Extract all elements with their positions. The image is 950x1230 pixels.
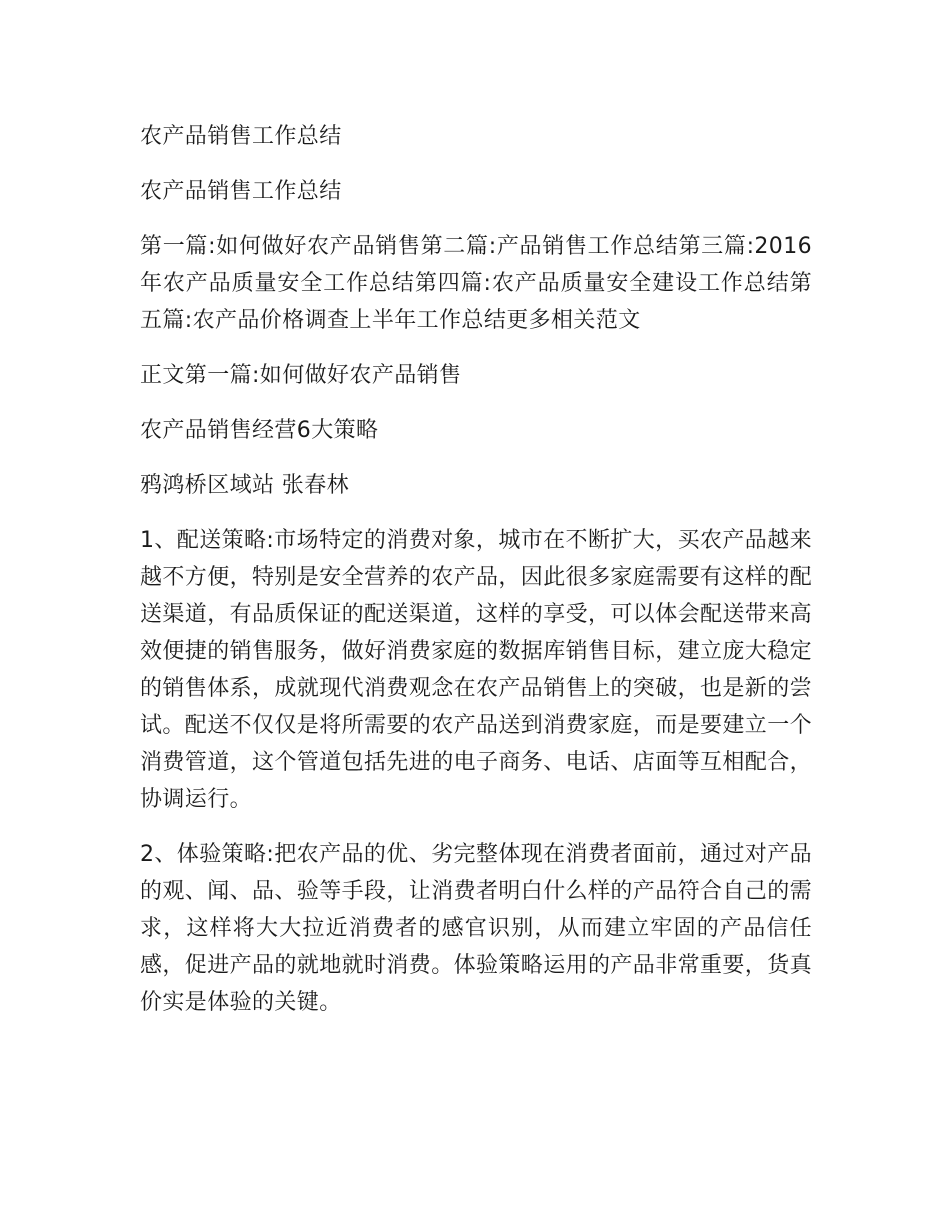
section-heading: 正文第一篇:如何做好农产品销售: [140, 363, 462, 388]
article-title: 农产品销售经营6大策略: [140, 418, 379, 443]
author-line: 鸦鸿桥区域站 张春林: [140, 473, 349, 498]
body-paragraph-delivery-strategy: 1、配送策略:市场特定的消费对象，城市在不断扩大，买农产品越来越不方便，特别是安全营养的农产品，因此很多家庭需要有这样的配送渠道，有品质保证的配送渠道，这样的享受，可以体会配送带来高效便捷的销售服务，做好消费家庭的数据库销售目标，建立庞大稳定的销售体系，成就现代消费观念在农产品销售上的突破，也是新的尝试。配送不仅仅是将所需要的农产品送到消费家庭，而是要建立一个消费管道，这个管道包括先进的电子商务、电话、店面等互相配合，协调运行。: [140, 528, 813, 812]
table-of-contents: 第一篇:如何做好农产品销售第二篇:产品销售工作总结第三篇:2016年农产品质量安全工作总结第四篇:农产品质量安全建设工作总结第五篇:农产品价格调查上半年工作总结更多相关范文: [140, 234, 812, 333]
document-page: [140, 118, 812, 1039]
document-title: 农产品销售工作总结: [140, 124, 342, 149]
document-subtitle: 农产品销售工作总结: [140, 179, 342, 204]
body-paragraph-experience-strategy: 2、体验策略:把农产品的优、劣完整体现在消费者面前，通过对产品的观、闻、品、验等手段，让消费者明白什么样的产品符合自己的需求，这样将大大拉近消费者的感官识别，从而建立牢固的产品信任感，促进产品的就地就时消费。体验策略运用的产品非常重要，货真价实是体验的关键。: [140, 842, 813, 1015]
